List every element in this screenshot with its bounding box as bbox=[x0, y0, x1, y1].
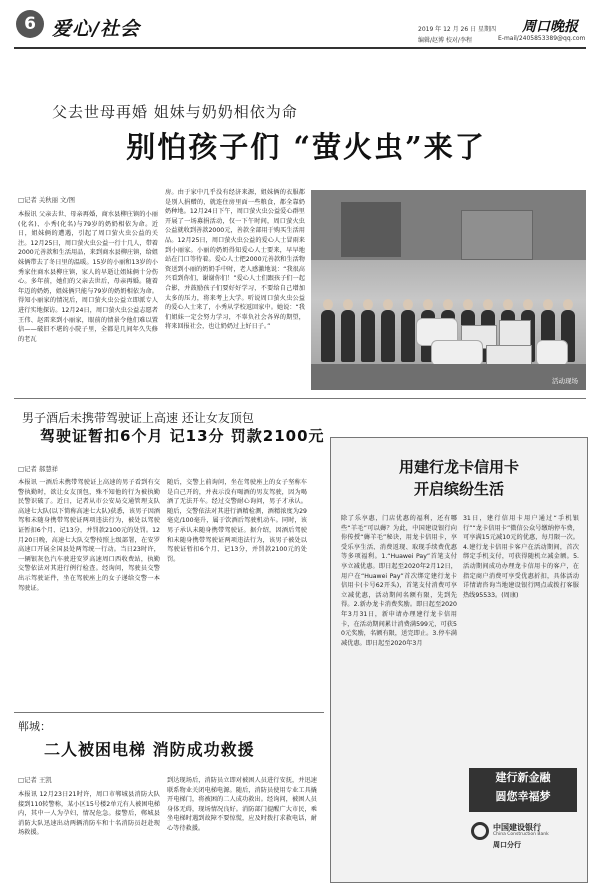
story1-kicker: 父去世母再婚 姐妹与奶奶相依为命 bbox=[52, 103, 298, 121]
photo-caption: 活动现场 bbox=[552, 377, 578, 385]
bank-name-english: China Construction Bank bbox=[493, 832, 549, 837]
story3-column-2: 到达现场后，消防员立即对被困人员进行安抚，并迅速联系物业关闭电梯电源。随后，消防员使用专业工具撬开电梯门，将被困的二人成功救出。经询问，被困人员身体无碍，现场情况良好。消防部门提醒广大市民，乘坐电梯时遇到故障不要惊慌，应及时拨打求救电话，耐心等待救援。 bbox=[167, 777, 317, 832]
story1-headline: 别怕孩子们 “萤火虫”来了 bbox=[126, 130, 486, 164]
bank-name: 中国建设银行 bbox=[493, 823, 541, 832]
story1-bottom-rule bbox=[14, 398, 586, 399]
story2-kicker: 男子酒后未携带驾驶证上高速 还让女友顶包 bbox=[22, 411, 254, 425]
ad-slogan-banner bbox=[469, 768, 577, 812]
story2-headline: 驾驶证暂扣6个月 记13分 罚款2100元 bbox=[40, 427, 325, 445]
branch-name: 周口分行 bbox=[493, 841, 521, 849]
story2-bottom-rule bbox=[14, 712, 324, 713]
paper-name: 周口晚报 bbox=[522, 19, 578, 35]
volunteers-group-photo bbox=[311, 190, 586, 390]
page-number: 6 bbox=[24, 14, 36, 34]
section-title: 爱心/社会 bbox=[52, 18, 140, 40]
page-number-badge bbox=[16, 10, 44, 38]
ad-slogan-line1: 建行新金融 bbox=[495, 771, 551, 784]
story1-column-1: 本报讯 父亲去世、母亲再婚，商水县柳庄镇的小丽(化名)、小秀(化名)与79岁的奶奶相依为命。近日，姐妹俩的遭遇，引起了周口萤火虫公益的关注。12月25日，周口萤火虫公益一行十几人，带着2000元善款和生活用品，来到商水县柳庄镇，给姐妹俩带去了冬日里的温暖。15岁的小丽和13岁的小秀家住商水县柳庄镇，家人的早逝让姐妹俩十分伤心。多年前，她们的父亲去世后，母亲再婚。随着年迈的奶奶，姐妹俩只能与79岁的奶奶相依为命。得知小丽家的情况后，周口萤火虫公益立即派专人进行实地探访。12月24日，周口萤火虫公益志愿者王伟、赵雷来到小丽家，眼前的情景令他们难以置信——破旧不堪的小院子里，全都是几间年久失修的老瓦 bbox=[18, 211, 158, 343]
ad-column-2: 31日，建行信用卡用户通过“手机银行”“龙卡信用卡”微信公众号缴纳停车费，可享满15元减10元的优惠，每月限一次。4.建行龙卡信用卡客户在活动期间，首次绑定手机支付，可获得随机立减金额。5.活动期间成功办理龙卡信用卡的客户，在指定商户消费可享受优惠折扣，具体活动详情请咨询当地建设银行网点或拨打客服热线95533。(周康) bbox=[463, 515, 579, 599]
header-rule bbox=[14, 47, 586, 49]
story1-byline: □记者 关秋丽 文/图 bbox=[18, 196, 75, 204]
issue-date: 2019 年 12 月 26 日 星期四 bbox=[418, 26, 496, 33]
ad-headline-line2: 开启缤纷生活 bbox=[413, 480, 504, 498]
story1-column-2: 房。由于家中几乎没有经济来源，姐妹俩的衣服都是别人捐赠的，就连住房里面一些粮食，都全靠奶奶种地。12月24日下午，周口萤火虫公益爱心群里开展了一场募捐活动，仅一下午时间，周口萤火虫公益就收到善款2000元，善款全部用于购买生活用品。12月25日，周口萤火虫公益的爱心人士冒雨来到小丽家。小丽的奶奶得知爱心人士要来，早早地站在门口等待着。爱心人士把2000元善款和生活物资送到小丽的奶奶手中时，老人感激地说：“我很高兴看到你们，谢谢你们！”爱心人士们跟孩子们一起合影，并鼓励孩子们要好好学习，不要给自己增加太多的压力，将来考上大学。听说周口萤火虫公益的爱心人士来了，小秀从学校返回家中。她说：“我们姐妹一定会努力学习，不辜负社会各界的期望，将来回报社会，也让奶奶过上好日子。” bbox=[165, 189, 305, 331]
editor-credit: 编辑/赵博 校对/李程 bbox=[418, 37, 472, 44]
story3-kicker: 郸城： bbox=[18, 720, 51, 733]
ccb-ad-box bbox=[330, 437, 588, 883]
story2-column-1: 本报讯 一酒后未携带驾驶证上高速的男子看到有交警执勤时，欲让女友顶包，殊不知他的行为被执勤民警识破了。近日，记者从市公安局交通管理支队高速七大队(以下简称高速七大队)获悉，该男子因酒驾和未随身携带驾驶证两项违法行为，被处以驾驶证暂扣6个月、记13分，并罚款2100元的处罚。12月20日晚，高速七大队交警按照上级部署，在安罗高速口开展全国县处两驾统一行动。当日23时许，一辆银灰色汽车驶进安罗高速周口西收费站，执勤交警依法对其进行例行检查。经询问，驾驶员交警出示驾驶证件，坐在驾驶座上的女子递给交警一本驾驶证。 bbox=[18, 479, 160, 592]
story2-byline: □记者 郝慧祥 bbox=[18, 465, 59, 473]
ad-column-1: 除了乐享惠，门店优惠的福利，还有哪些“羊毛”可以薅？为此，中国建设银行向你传授“薅羊毛”秘诀，用龙卡信用卡，享受乐享生活、消费返现、取现手续费优惠等多项福利。1.“Huawei Pay”首笔支付享立减优惠。即日起至2020年2月12日，用户在“Huawei Pay”首次绑定建行龙卡信用卡(卡号62开头)，首笔支付消费可享立减优惠，活动期间名额有限，先到先得。2.新办龙卡消费奖励。即日起至2020年3月31日，新申请办理建行龙卡信用卡，在活动期间累计消费满599元，可获50元奖励，名额有限，送完即止。3.停车满减优惠。即日起至2020年3月 bbox=[341, 515, 457, 647]
story3-headline: 二人被困电梯 消防成功救援 bbox=[44, 740, 255, 759]
story2-column-2: 随后，交警上前询问，坐在驾驶座上的女子坚称车是自己开的，并表示没有喝酒的男友驾驶，因为喝酒了无法开车。经过交警耐心询问，男子才承认。随后，交警依法对其进行酒精检测，酒精浓度为29毫克/100毫升，属于饮酒后驾驶机动车。同时，该男子承认未随身携带驾驶证。据介绍，因酒后驾驶和未随身携带驾驶证两项违法行为，该男子被处以驾驶证暂扣6个月、记13分，并罚款2100元的处罚。 bbox=[167, 479, 307, 563]
story3-byline: □记者 王凯 bbox=[18, 776, 52, 784]
ccb-logo-icon bbox=[471, 822, 489, 840]
contact-email: E-mail/2405853389@qq.com bbox=[498, 35, 586, 42]
ad-headline-line1: 用建行龙卡信用卡 bbox=[398, 458, 519, 476]
story3-column-1: 本报讯 12月23日21时许，周口市郸城县消防大队接到110转警称，某小区15号楼2单元有人被困电梯内，其中一人为孕妇，情况危急。接警后，郸城县消防大队迅速出动两辆消防车和十名消防员赶赴现场救援。 bbox=[18, 791, 160, 837]
ad-slogan-line2: 圆您幸福梦 bbox=[495, 790, 551, 803]
